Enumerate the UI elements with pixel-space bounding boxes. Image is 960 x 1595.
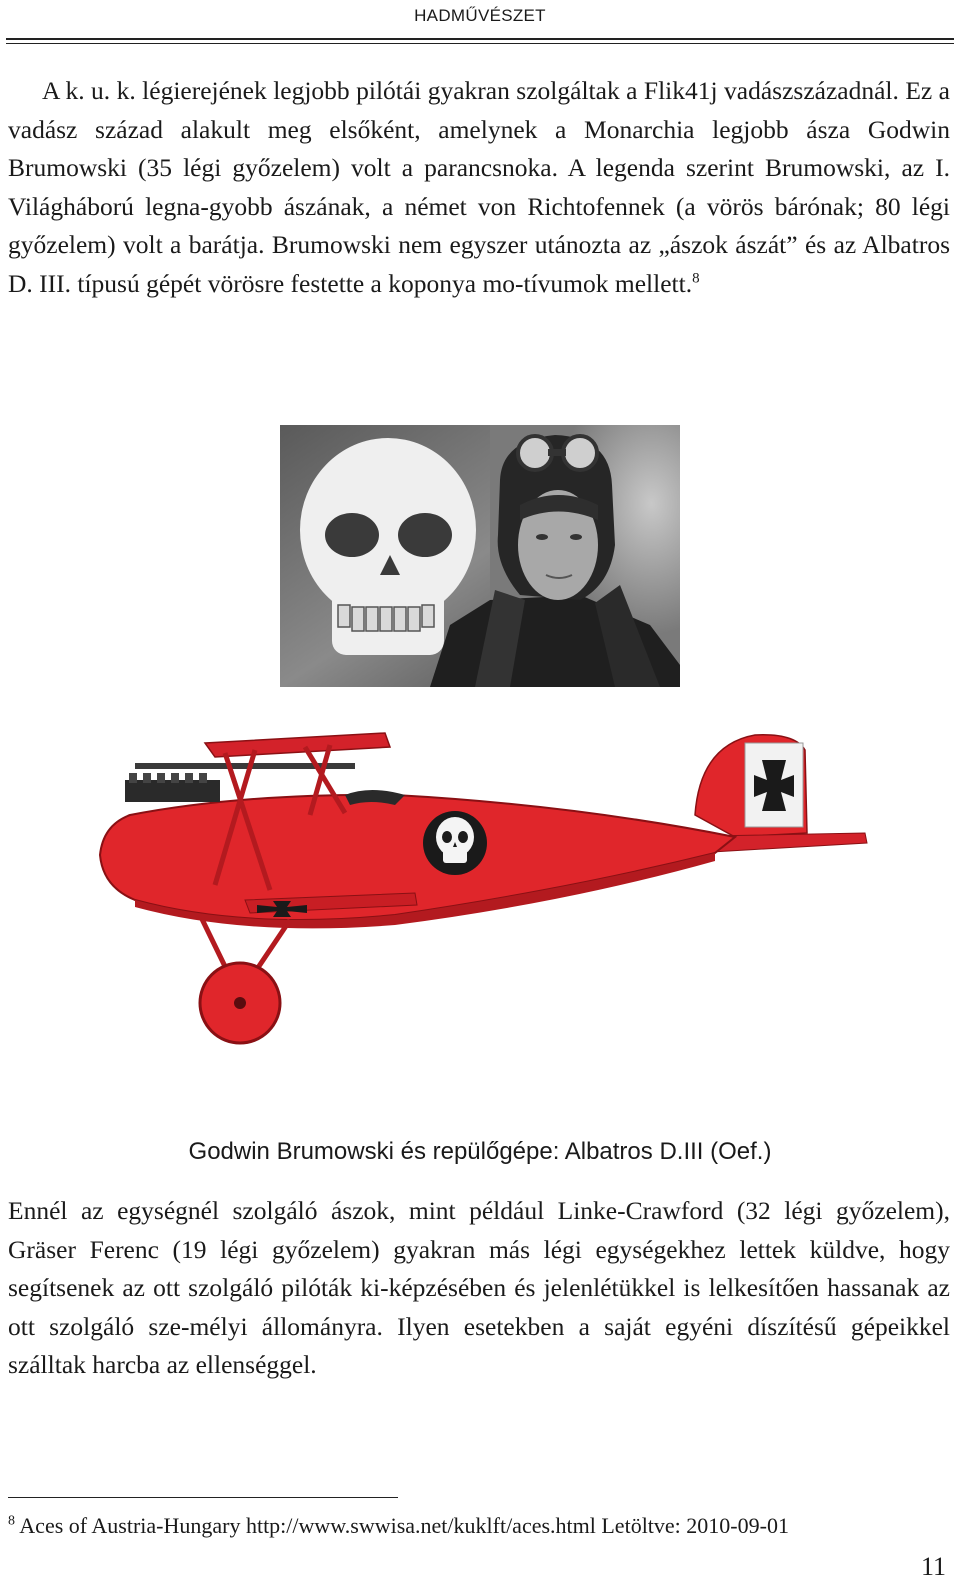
paragraph-1-text: A k. u. k. légierejének legjobb pilótái gyakran szolgáltak a Flik41j vadászszázadnál. Ez a vadász század alakult meg elsőként, amelynek a Monarchia legjobb ásza Godwin Brumowski (35 légi győzelem) volt a parancsnoka. A legenda szerint Brumowski, az I. Világháború legna-gyobb ászának, a német von Richtofennek (a vörös bárónak; 80 légi győzelem) volt a barátja. Brumowski nem egyszer utánozta az „ászok ászát” és az Albatros D. III. típusú gépét vörösre festette a koponya mo-tívumok mellett. (8, 76, 950, 298)
red-albatros-biplane-illustration (95, 725, 885, 1070)
paragraph-1 (8, 72, 950, 304)
page-number: 11 (920, 1552, 946, 1581)
footnote-ref: 8 (692, 270, 700, 287)
engine-block (125, 780, 220, 802)
running-header: HADMŰVÉSZET (414, 6, 546, 25)
header-rule (6, 38, 954, 40)
pilot-portrait-with-skull-photo (280, 425, 680, 687)
footnote-number: 8 (8, 1513, 15, 1529)
footnote (8, 1513, 958, 1539)
paragraph-2: Ennél az egységnél szolgáló ászok, mint például Linke-Crawford (32 légi győzelem), Gräser Ferenc (19 légi győzelem) gyakran más légi egységekhez lettek küldve, hogy segítsenek az ott szolgáló pilóták ki-képzésében és jelenlétükkel is lelkesítően hassanak az ott szolgáló sze-mélyi állományra. Ilyen esetekben a saját egyéni díszítésű gépeikkel szálltak harcba az ellenséggel. (8, 1196, 950, 1380)
footnote-rule (8, 1497, 398, 1498)
header-rule-thin (6, 43, 954, 44)
figure-caption: Godwin Brumowski és repülőgépe: Albatros D.III (Oef.) (188, 1138, 772, 1165)
skull-roundel (423, 811, 487, 875)
footnote-text: Aces of Austria-Hungary http://www.swwisa.net/kuklft/aces.html Letöltve: 2010-09-01 (19, 1513, 789, 1538)
